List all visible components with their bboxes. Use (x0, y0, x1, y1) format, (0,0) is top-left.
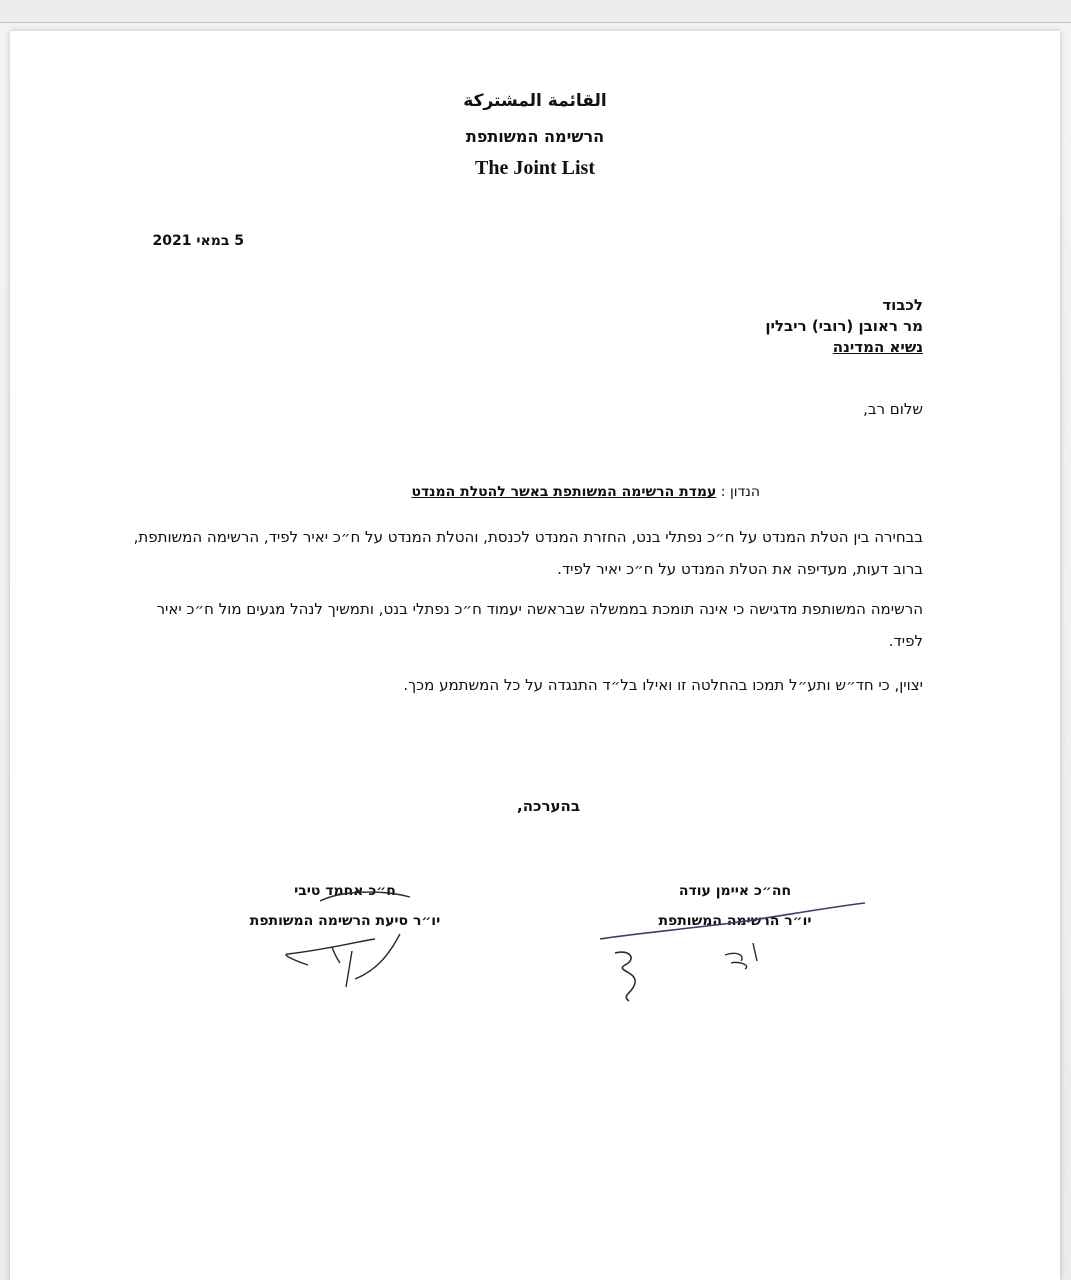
subject-line (411, 484, 760, 500)
closing: בהערכה, (517, 797, 580, 815)
letterhead-hebrew: הרשימה המשותפת (465, 127, 605, 146)
letterhead-english: The Joint List (474, 157, 596, 179)
subject-title: עמדת הרשימה המשותפת באשר להטלת המנדט (411, 484, 717, 500)
subject-prefix: הנדון : (720, 484, 760, 500)
signatory-name: ח״כ אחמד טיבי (294, 883, 396, 899)
addressee-block (765, 295, 923, 358)
addressee-name: מר ראובן (רובי) ריבלין (765, 317, 923, 335)
signature-tibi (260, 879, 460, 999)
addressee-salutation: לכבוד (882, 296, 923, 314)
addressee-title: נשיא המדינה (832, 338, 923, 356)
letter-page (10, 31, 1060, 1280)
letterhead-arabic: القائمة المشتركة (463, 91, 607, 111)
letter-date: 5 במאי 2021 (152, 233, 244, 249)
body-paragraph: יצוין, כי חד״ש ותע״ל תמכו בהחלטה זו ואילו בל״ד התנגדה על כל המשתמע מכך. (403, 676, 923, 694)
signatory-title: יו״ר הרשימה המשותפת (658, 913, 812, 929)
viewer-top-bar (0, 0, 1071, 23)
signatory-title: יו״ר סיעת הרשימה המשותפת (249, 913, 441, 929)
greeting: שלום רב, (863, 400, 923, 418)
body-paragraph: הרשימה המשותפת מדגישה כי אינה תומכת בממשלה שבראשה יעמוד ח״כ נפתלי בנט, ותמשיך לנהל מגעים מול ח״כ יאיר לפיד. (156, 600, 923, 650)
signatory-name: חה״כ איימן עודה (678, 883, 792, 899)
body-paragraph: בבחירה בין הטלת המנדט על ח״כ נפתלי בנט, החזרת המנדט לכנסת, והטלת המנדט על ח״כ יאיר לפיד, הרשימה המשותפת, ברוב דעות, מעדיפה את הטלת המנדט על ח״כ יאיר לפיד. (133, 528, 923, 578)
signature-odeh (595, 891, 895, 1021)
